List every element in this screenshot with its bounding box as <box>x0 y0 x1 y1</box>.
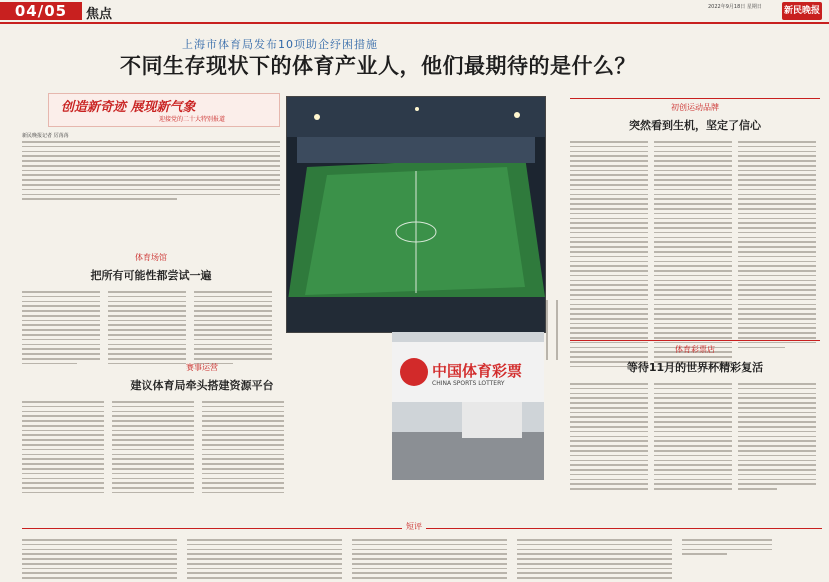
special-report-banner <box>48 93 280 127</box>
photo-football-field <box>286 96 546 333</box>
top-rule <box>0 22 829 24</box>
masthead <box>0 0 829 22</box>
photo-lottery-store <box>392 332 544 480</box>
section-tag-events: 赛事运营 <box>186 363 218 372</box>
lottery-store-illustration <box>392 332 544 480</box>
photo-caption-left <box>546 300 548 364</box>
footer-tag: 短评 <box>402 521 426 532</box>
banner-slogan: 创造新奇迹 展现新气象 <box>61 100 196 115</box>
lead-paragraph <box>22 141 280 203</box>
section-name: 焦点 <box>86 7 113 22</box>
section-title-venue: 把所有可能性都尝试一遍 <box>90 269 212 282</box>
kicker: 上海市体育局发布10项助企纾困措施 <box>182 38 378 51</box>
section-brand <box>570 98 820 371</box>
field-illustration <box>287 97 545 332</box>
section-venue <box>22 252 280 368</box>
section-lottery <box>570 340 820 493</box>
date-line: 2022年9月18日 星期日 <box>708 4 762 10</box>
lottery-sign-en: CHINA SPORTS LOTTERY <box>432 380 505 387</box>
section-title-events: 建议体育局牵头搭建资源平台 <box>130 379 274 392</box>
newspaper-logo: 新民晚报 <box>782 2 822 20</box>
byline: 新民晚报记者 厉苒苒 <box>22 133 69 139</box>
headline: 不同生存现状下的体育产业人，他们最期待的是什么？ <box>120 54 636 78</box>
page-number: 04/05 <box>0 2 82 20</box>
section-events <box>22 362 382 497</box>
photo-caption-right <box>556 300 558 364</box>
banner-subtitle: 迎接党的二十大特别报道 <box>159 116 226 123</box>
section-tag-lottery: 体育彩票店 <box>675 345 715 354</box>
section-title-lottery: 等待11月的世界杯精彩复活 <box>626 361 764 374</box>
section-tag-brand: 初创运动品牌 <box>671 103 719 112</box>
section-tag-venue: 体育场馆 <box>135 253 167 262</box>
section-title-brand: 突然看到生机，坚定了信心 <box>629 119 761 132</box>
lottery-sign-cn: 中国体育彩票 <box>432 362 523 380</box>
